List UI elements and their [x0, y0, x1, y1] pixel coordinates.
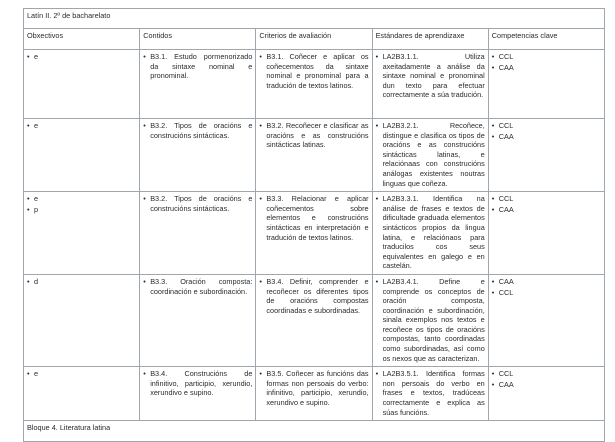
list-item: • LA2B3.2.1. Recoñece, distingue e clasifica os tipos de oracións e as construcións sintácticas latinas, e relaciónaas con construcións análogas existentes noutras linguas que coñeza. [375, 121, 485, 188]
list-item: • LA2B3.5.1. Identifica formas non persoais do verbo en frases e textos, tradúceas correctamente e explica as súas funcións. [375, 369, 485, 417]
list-item: • CAA [491, 204, 514, 214]
cell-obxectivos [24, 119, 140, 192]
cell-obxectivos [24, 50, 140, 119]
cell-estandares [372, 119, 488, 192]
cell-estandares [372, 367, 488, 421]
list-item: • CCL [491, 121, 514, 130]
cell-contidos [140, 367, 256, 421]
list-item: • LA2B3.4.1. Define e comprende os conceptos de oración composta, coordinación e subordinación, sinala exemplos nos textos e recoñece os tipos de oracións compostas, tanto coordinadas como subordinadas, así como os nexos que as caracterizan. [375, 276, 485, 363]
list-item: • B3.3. Oración composta: coordinación e subordinación. [143, 276, 253, 296]
table-row [24, 274, 605, 366]
cell-competencias [488, 367, 604, 421]
cell-obxectivos [24, 192, 140, 275]
list-item: • CCL [491, 52, 514, 61]
cell-criterios [256, 274, 372, 366]
section-footer-title: Bloque 4. Literatura latina [24, 421, 605, 442]
list-item: • CCL [491, 287, 514, 297]
list-item: • CCL [491, 369, 514, 379]
header-obxectivos: Obxectivos [24, 29, 140, 50]
list-item: • e [27, 52, 39, 61]
cell-obxectivos [24, 274, 140, 366]
table-row [24, 50, 605, 119]
cell-contidos [140, 119, 256, 192]
table-title: Latín II. 2º de bacharelato [24, 9, 605, 29]
list-item: • LA2B3.3.1. Identifica na análise de frases e textos de dificultade graduada elementos sintácticos propios da lingua latina, e relaciónaos para traducilos cos seus equivalentes en galego e en castelán. [375, 194, 485, 271]
cell-contidos [140, 274, 256, 366]
cell-contidos [140, 50, 256, 119]
cell-competencias [488, 274, 604, 366]
list-item: • B3.5. Coñecer as funcións das formas non persoais do verbo: infinitivo, participio, xerundio, xerundivo e supino. [259, 369, 369, 408]
list-item: • CCL [491, 194, 514, 204]
table-row [24, 119, 605, 192]
cell-criterios [256, 367, 372, 421]
list-item: • B3.3. Relacionar e aplicar coñecementos sobre elementos e construcións sintácticas en interpretación e tradución de textos latinos. [259, 194, 369, 242]
list-item: • B3.1. Coñecer e aplicar os coñecementos da sintaxe nominal e pronominal para a tradución de textos latinos. [259, 52, 369, 90]
list-item: • B3.2. Recoñecer e clasificar as oracións e as construcións sintácticas latinas. [259, 121, 369, 150]
list-item: • LA2B3.1.1. Utiliza axeitadamente a análise da sintaxe nominal e pronominal dun texto para efectuar correctamente a súa tradución. [375, 52, 485, 100]
list-item: • e [27, 121, 39, 130]
header-criterios: Criterios de avaliación [256, 29, 372, 50]
list-item: • d [27, 276, 39, 286]
cell-competencias [488, 192, 604, 275]
header-estandares: Estándares de aprendizaxe [372, 29, 488, 50]
cell-criterios [256, 192, 372, 275]
list-item: • CAA [491, 276, 514, 286]
table-header-row [24, 29, 605, 50]
cell-competencias [488, 119, 604, 192]
list-item: • B3.4. Construcións de infinitivo, participio, xerundio, xerundivo e supino. [143, 369, 253, 398]
list-item: • CAA [491, 62, 514, 72]
list-item: • e [27, 194, 39, 204]
table-row [24, 192, 605, 275]
list-item: • B3.2. Tipos de oracións e construcións sintácticas. [143, 194, 253, 213]
cell-criterios [256, 119, 372, 192]
header-contidos: Contidos [140, 29, 256, 50]
list-item: • e [27, 369, 39, 379]
table-title-row [24, 9, 605, 29]
cell-obxectivos [24, 367, 140, 421]
cell-estandares [372, 274, 488, 366]
table-row [24, 367, 605, 421]
cell-criterios [256, 50, 372, 119]
list-item: • CAA [491, 131, 514, 141]
list-item: • p [27, 204, 39, 214]
cell-estandares [372, 50, 488, 119]
list-item: • CAA [491, 379, 514, 389]
header-competencias: Competencias clave [488, 29, 604, 50]
list-item: • B3.2. Tipos de oracións e construcións sintácticas. [143, 121, 253, 140]
cell-estandares [372, 192, 488, 275]
curriculum-table [23, 8, 605, 442]
cell-contidos [140, 192, 256, 275]
cell-competencias [488, 50, 604, 119]
list-item: • B3.4. Definir, comprender e recoñecer os diferentes tipos de oracións compostas coordinadas e subordinadas. [259, 276, 369, 315]
list-item: • B3.1. Estudo pormenorizado da sintaxe nominal e pronominal. [143, 52, 253, 81]
